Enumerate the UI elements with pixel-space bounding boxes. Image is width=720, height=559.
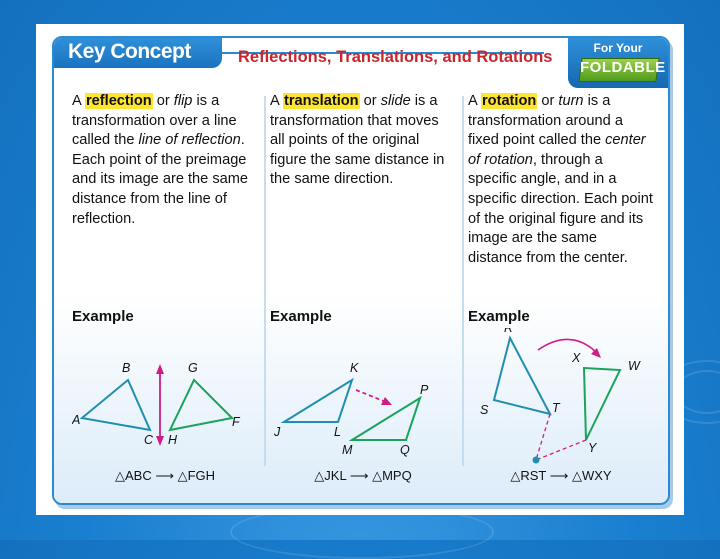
column-divider [462,96,464,466]
for-your-label: For Your [593,41,643,55]
card-header [54,38,668,88]
label-b: B [122,361,131,375]
label-k: K [350,361,359,375]
reflection-term: reflection [85,93,152,109]
translation-term: translation [283,93,359,109]
label-a: A [72,413,81,427]
triangle-jkl [284,380,352,422]
label-y: Y [588,441,597,455]
translation-column [270,92,456,492]
label-l: L [334,425,341,439]
translation-example-heading: Example [270,308,332,325]
center-of-rotation-point [533,457,540,464]
label-c: C [144,433,154,447]
label-p: P [420,383,429,397]
label-h: H [168,433,178,447]
label-r: R [504,328,514,335]
label-f: F [232,415,240,429]
rotation-example-heading: Example [468,308,530,325]
foldable-badge [568,38,668,88]
label-w: W [628,359,640,373]
reflection-example-heading: Example [72,308,134,325]
rotation-definition: A rotation or turn is a transformation around a fixed point called the center of rotation, through a specific angle, and in a specific direction. Each point of the original figure and its image are the same distance from the center. [468,93,653,266]
page-title: Reflections, Translations, and Rotations [238,48,553,66]
rotation-arc [538,339,596,352]
label-q: Q [400,443,410,457]
triangle-wxy [584,368,620,440]
label-s: S [480,403,489,417]
translation-arrow [356,390,386,402]
reflection-caption: △ABC ⟶ △FGH [114,468,216,483]
label-g: G [188,361,198,375]
label-j: J [274,425,281,439]
key-concept-tab [54,38,222,68]
arrow-up-icon [156,364,164,374]
column-divider [264,96,266,466]
triangle-rst [494,338,550,414]
foldable-label: FOLDABLE [580,59,666,76]
rotation-term: rotation [481,93,537,109]
translation-definition: A translation or slide is a transformation that moves all points of the original figure the same distance in the same direction. [270,93,445,188]
slide [36,24,684,515]
key-concept-label: Key Concept [68,40,191,63]
rotation-figure [468,328,658,488]
translation-figure [270,328,460,488]
center-ray-1 [536,414,550,460]
label-m: M [342,443,353,457]
triangle-fgh [170,380,232,430]
center-ray-2 [536,440,586,460]
arrow-down-icon [156,436,164,446]
label-t: T [552,401,560,415]
rotation-caption: △RST ⟶ △WXY [510,468,612,483]
triangle-abc [82,380,150,430]
rotation-column [468,92,654,492]
translation-caption: △JKL ⟶ △MPQ [314,468,412,483]
reflection-definition: A reflection or flip is a transformation over a line called the line of reflection. Each point of the preimage and its image are the same distance from the line of reflection. [72,93,249,227]
reflection-figure [72,328,262,488]
label-x: X [572,351,581,365]
key-concept-card [52,36,670,505]
reflection-column [72,92,258,492]
